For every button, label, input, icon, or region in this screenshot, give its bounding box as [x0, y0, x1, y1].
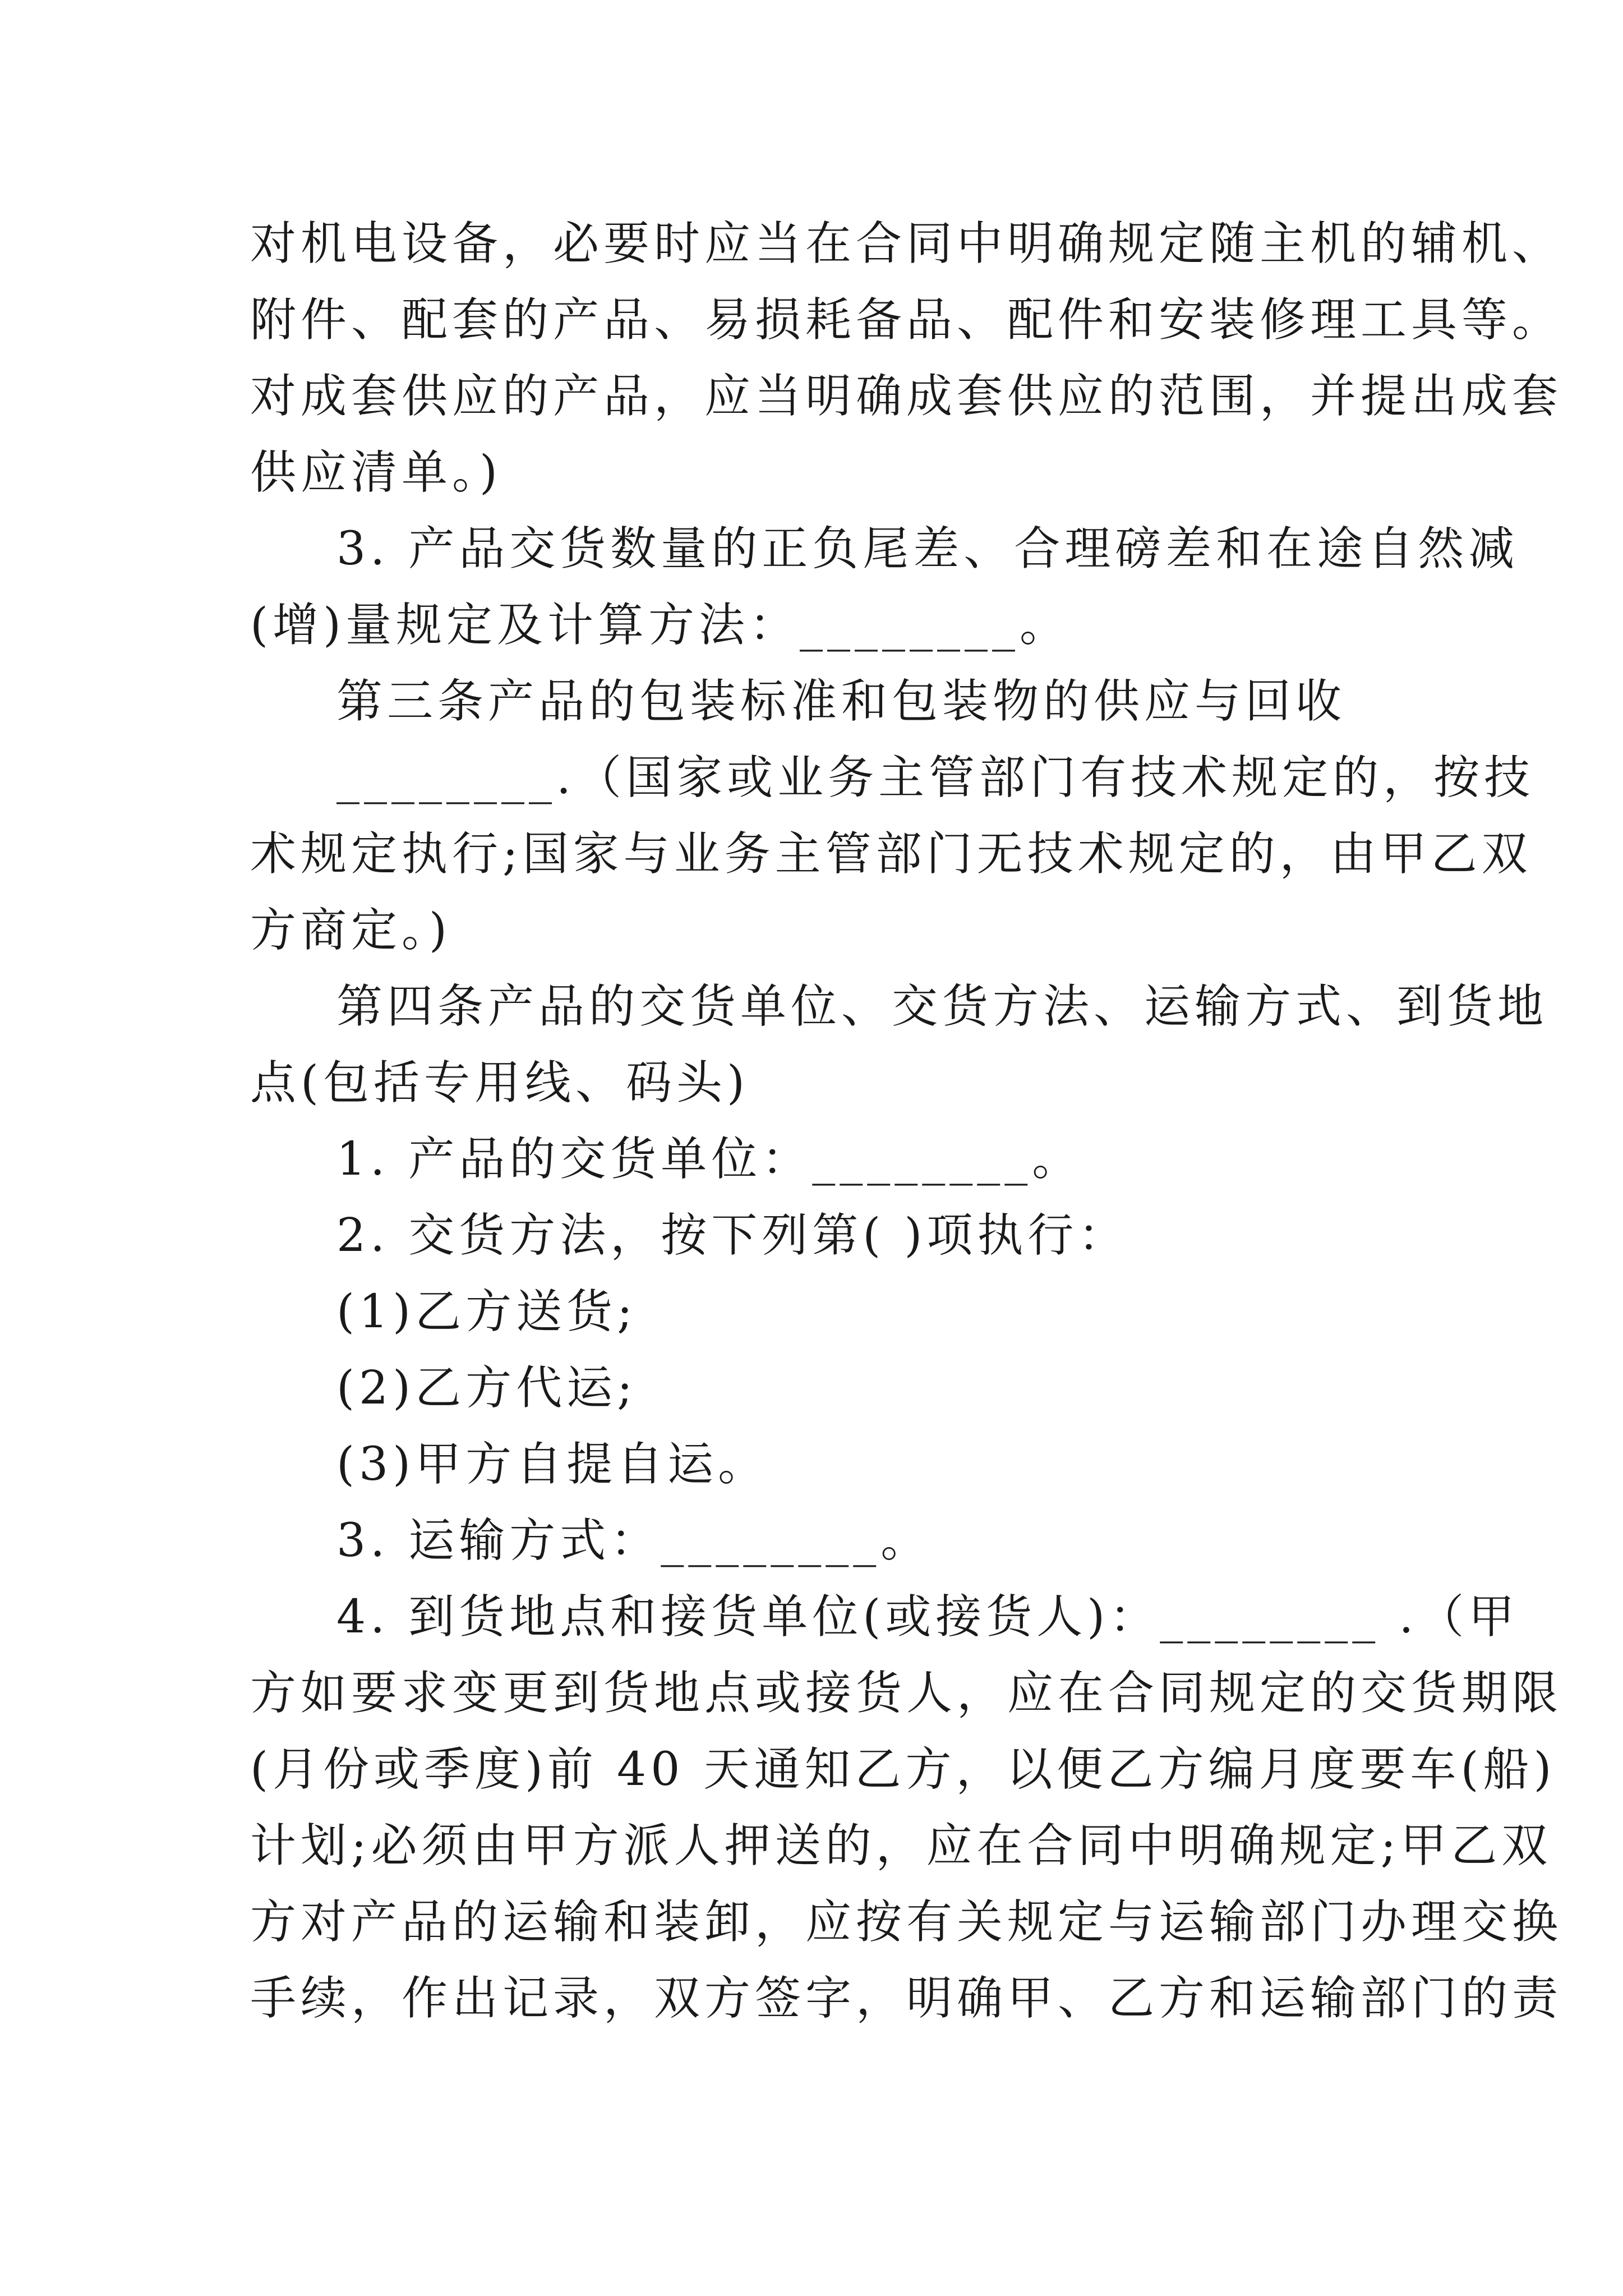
text-line: (增)量规定及计算方法：________。 — [250, 599, 1070, 652]
text-line: (月份或季度)前 40 天通知乙方，以便乙方编月度要车(船) — [250, 1743, 1556, 1796]
text-line: 对机电设备，必要时应当在合同中明确规定随主机的辅机、 — [250, 217, 1563, 270]
text-line: 计划;必须由甲方派人押送的，应在合同中明确规定;甲乙双 — [250, 1819, 1552, 1872]
text-line: 点(包括专用线、码头) — [250, 1056, 749, 1110]
text-line: 方商定。) — [250, 904, 451, 957]
text-line: 3. 运输方式：________。 — [336, 1514, 932, 1567]
section-heading: 第三条产品的包装标准和包装物的供应与回收 — [336, 675, 1347, 728]
text-line: 手续，作出记录，双方签字，明确甲、乙方和运输部门的责 — [250, 1972, 1563, 2025]
section-heading: 第四条产品的交货单位、交货方法、运输方式、到货地 — [336, 980, 1548, 1033]
text-line: 对成套供应的产品，应当明确成套供应的范围，并提出成套 — [250, 370, 1563, 423]
text-line: 术规定执行;国家与业务主管部门无技术规定的，由甲乙双 — [250, 827, 1532, 881]
text-line: 4. 到货地点和接货单位(或接货人)：________ .（甲 — [336, 1590, 1519, 1644]
text-line: (2)乙方代运; — [336, 1361, 637, 1415]
text-line: ________.（国家或业务主管部门有技术规定的，按技 — [336, 751, 1535, 804]
text-line: 方如要求变更到货地点或接货人，应在合同规定的交货期限 — [250, 1667, 1563, 1720]
text-line: 2. 交货方法，按下列第( )项执行： — [336, 1209, 1129, 1262]
text-line: (1)乙方送货; — [336, 1285, 637, 1338]
text-line: 1. 产品的交货单位：________。 — [336, 1133, 1083, 1186]
text-line: 3. 产品交货数量的正负尾差、合理磅差和在途自然减 — [336, 522, 1519, 576]
text-line: 供应清单。) — [250, 446, 502, 499]
text-line: 方对产品的运输和装卸，应按有关规定与运输部门办理交换 — [250, 1895, 1563, 1949]
text-line: 附件、配套的产品、易损耗备品、配件和安装修理工具等。 — [250, 293, 1563, 347]
text-line: (3)甲方自提自运。 — [336, 1438, 769, 1491]
